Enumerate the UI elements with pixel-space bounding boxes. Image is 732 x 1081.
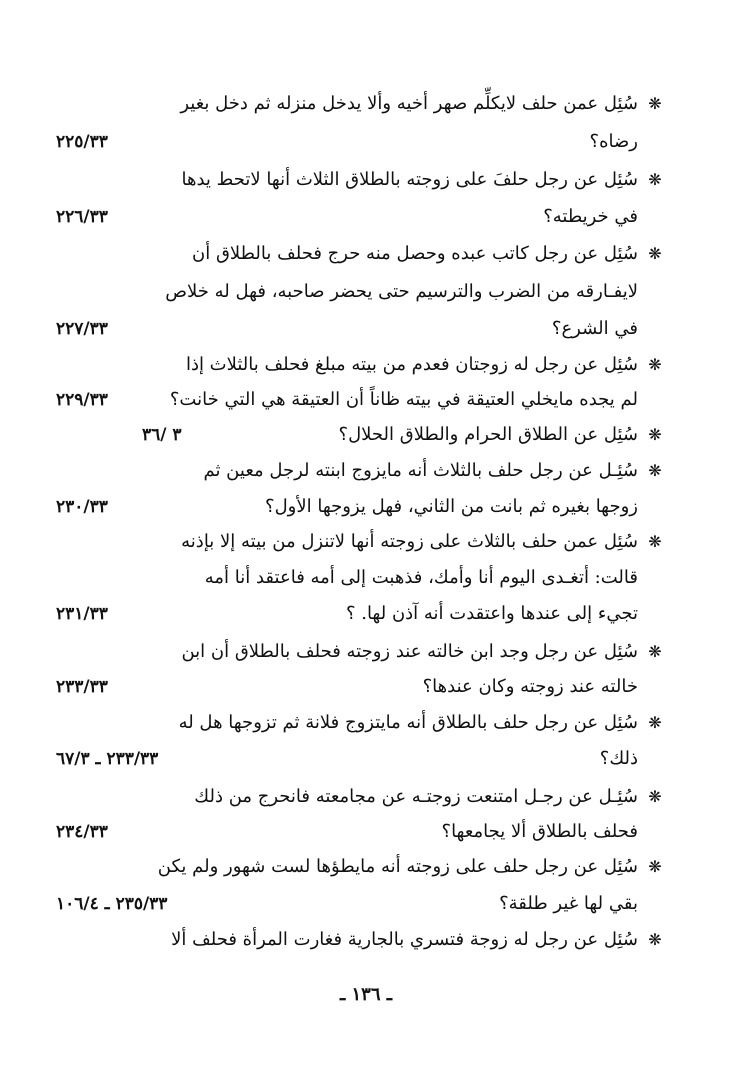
bullet-icon: ❋ xyxy=(648,642,662,661)
entry-text: سُئِل عن رجل حلف على زوجته أنه مايطؤها لست شهور ولم يكن xyxy=(157,856,638,877)
entry-2-line-1 xyxy=(181,163,666,197)
entry-text: لايفـارقه من الضرب والترسيم حتى يحضر صاحبه، فهل له خلاص xyxy=(165,281,638,302)
bullet-icon: ❋ xyxy=(648,94,662,113)
bullet-icon: ❋ xyxy=(648,930,662,949)
entry-8-line-2 xyxy=(214,670,638,704)
bullet-icon: ❋ xyxy=(648,355,662,374)
entry-text: سُئِـل عن رجـل امتنعت زوجتـه عن مجامعته فانحرج من ذلك xyxy=(194,786,638,807)
entry-4-reference: ٢٢٩/٣٣ xyxy=(56,390,108,410)
entry-3-line-3 xyxy=(214,312,638,346)
entry-7-line-3 xyxy=(214,597,638,631)
entry-2-line-2 xyxy=(214,200,638,234)
entry-11-line-2 xyxy=(214,887,638,921)
bullet-icon: ❋ xyxy=(648,425,662,444)
entry-2-reference: ٢٢٦/٣٣ xyxy=(56,207,108,227)
entry-text: سُئِل عمن حلف بالثلاث على زوجته أنها لاتنزل من بيته إلا بإذنه xyxy=(181,531,638,552)
entry-text: سُئِل عن رجل وجد ابن خالته عند زوجته فحلف بالطلاق أن ابن xyxy=(181,641,638,662)
entry-text: سُئِل عمن حلف لايكلِّم صهر أخيه وألا يدخل منزله ثم دخل بغير xyxy=(180,93,638,114)
entry-7-reference: ٢٣١/٣٣ xyxy=(56,604,108,624)
entry-text: قالت: أتغـدى اليوم أنا وأمك، فذهبت إلى أمه فاعتقد أنا أمه xyxy=(204,567,638,588)
entry-text: سُئِل عن رجل كاتب عبده وحصل منه حرج فحلف بالطلاق أن xyxy=(192,243,638,264)
entry-1-reference: ٢٢٥/٣٣ xyxy=(56,132,108,152)
entry-10-line-2 xyxy=(214,815,638,849)
entry-text: سُئِل عن رجل حلف بالطلاق أنه مايتزوج فلانة ثم تزوجها هل له xyxy=(178,712,638,733)
entry-text: سُئِـل عن رجل حلف بالثلاث أنه مايزوج ابنته لرجل معين ثم xyxy=(203,460,638,481)
entry-3-reference: ٢٢٧/٣٣ xyxy=(56,319,108,339)
bullet-icon: ❋ xyxy=(648,532,662,551)
bullet-icon: ❋ xyxy=(648,244,662,263)
entry-text: ذلك؟ xyxy=(599,748,638,769)
entry-11-line-1 xyxy=(157,850,666,884)
entry-6-line-2 xyxy=(214,490,638,524)
entry-text: سُئِل عن الطلاق الحرام والطلاق الحلال؟ xyxy=(338,424,638,445)
entry-1-line-2 xyxy=(214,125,638,159)
bullet-icon: ❋ xyxy=(648,170,662,189)
bullet-icon: ❋ xyxy=(648,857,662,876)
entry-7-line-1 xyxy=(181,525,666,559)
entry-text: خالته عند زوجته وكان عندها؟ xyxy=(422,676,638,697)
entry-text: زوجها بغيره ثم بانت من الثاني، فهل يزوجها الأول؟ xyxy=(265,496,638,517)
entry-text: سُئِل عن رجل له زوجة فتسري بالجارية فغارت المرأة فحلف ألا xyxy=(171,929,638,950)
entry-4-line-2 xyxy=(169,383,638,417)
entry-3-line-1 xyxy=(192,237,666,271)
bullet-icon: ❋ xyxy=(648,787,662,806)
page-number: ـ ١٣٦ ـ xyxy=(339,984,393,1005)
entry-text: سُئِل عن رجل له زوجتان فعدم من بيته مبلغ فحلف بالثلاث إذا xyxy=(185,354,638,375)
entry-6-line-1 xyxy=(203,454,666,488)
entry-text: بقي لها غير طلقة؟ xyxy=(499,893,638,914)
entry-text: سُئِل عن رجل حلفَ على زوجته بالطلاق الثلاث أنها لاتحط يدها xyxy=(181,169,638,190)
entry-7-line-2 xyxy=(204,561,638,595)
entry-9-line-2 xyxy=(214,742,638,776)
entry-10-reference: ٢٣٤/٣٣ xyxy=(56,822,108,842)
bullet-icon: ❋ xyxy=(648,461,662,480)
entry-text: في خريطته؟ xyxy=(543,206,638,227)
entry-text: تجيء إلى عندها واعتقدت أنه آذن لها. ؟ xyxy=(345,603,638,624)
bullet-icon: ❋ xyxy=(648,713,662,732)
entry-9-line-1 xyxy=(178,706,666,740)
entry-8-reference: ٢٣٣/٣٣ xyxy=(56,677,108,697)
entry-text: في الشرع؟ xyxy=(551,318,638,339)
entry-10-line-1 xyxy=(194,780,666,814)
entry-5-reference: ٣ /٣٦ xyxy=(142,425,182,445)
entry-4-line-1 xyxy=(185,348,666,382)
entry-8-line-1 xyxy=(181,635,666,669)
entry-6-reference: ٢٣٠/٣٣ xyxy=(56,497,108,517)
entry-9-reference: ٢٣٣/٣٣ ـ ٦٧/٣ xyxy=(56,749,159,769)
entry-3-line-2 xyxy=(165,275,638,309)
entry-12-line-1 xyxy=(171,923,666,957)
entry-11-reference: ٢٣٥/٣٣ ـ ١٠٦/٤ xyxy=(56,894,168,914)
entry-text: فحلف بالطلاق ألا يجامعها؟ xyxy=(441,821,638,842)
entry-5-line-1 xyxy=(214,418,666,452)
entry-text: لم يجده مايخلي العتيقة في بيته ظاناً أن العتيقة هي التي خانت؟ xyxy=(169,389,638,410)
entry-text: رضاه؟ xyxy=(589,131,638,152)
entry-1-line-1 xyxy=(180,87,666,121)
